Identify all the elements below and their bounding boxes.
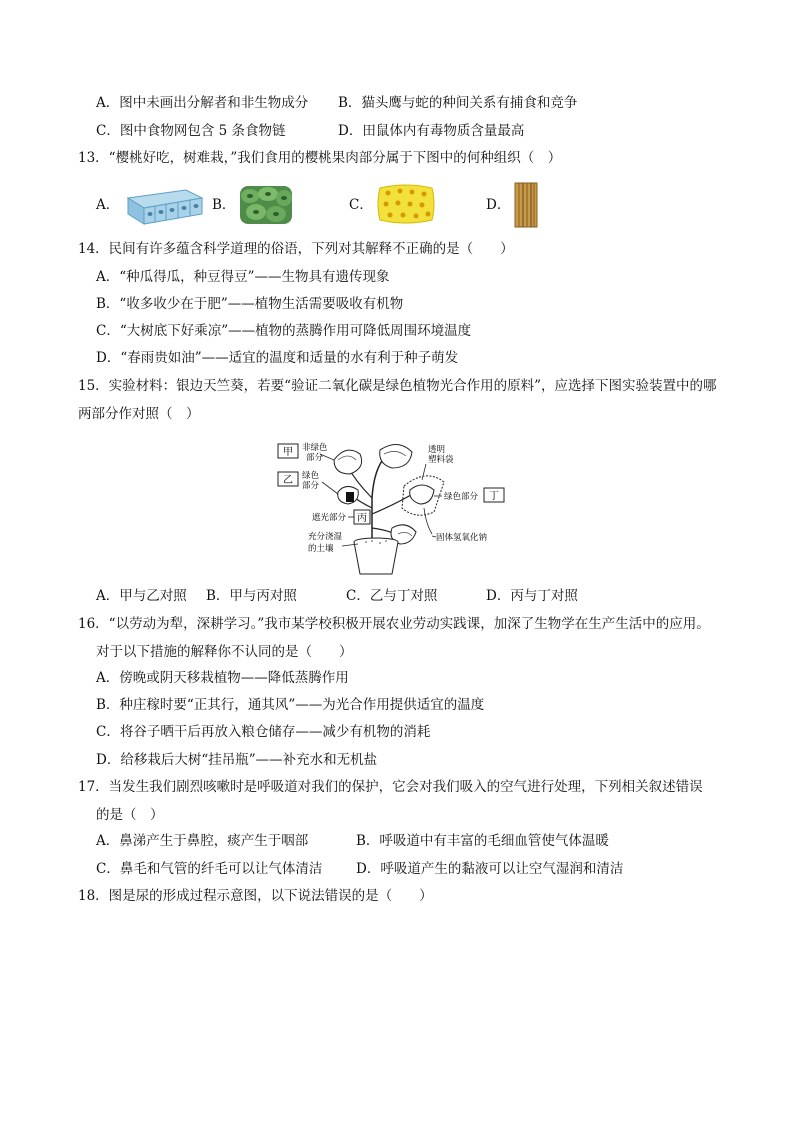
q15-option-a: A．甲与乙对照 xyxy=(96,588,187,604)
q13-stem: 13．“樱桃好吃，树难栽，”我们食用的樱桃果肉部分属于下图中的何种组织（ ） xyxy=(78,150,562,166)
geranium-experiment-figure xyxy=(276,438,516,578)
q18-stem: 18．图是尿的形成过程示意图，以下说法错误的是（ ） xyxy=(78,888,433,904)
q12-option-d: D．田鼠体内有毒物质含量最高 xyxy=(338,123,525,139)
fig-box-ding: 丁 xyxy=(489,491,499,502)
q17-option-c: C．鼻毛和气管的纤毛可以让气体清洁 xyxy=(96,861,323,877)
q12-option-b: B．猫头鹰与蛇的种间关系有捕食和竞争 xyxy=(338,95,578,111)
q14-option-b: B．“收多收少在于肥”——植物生活需要吸收有机物 xyxy=(96,296,404,312)
q16-option-d: D．给移栽后大树“挂吊瓶”——补充水和无机盐 xyxy=(96,752,378,768)
q15-option-b: B．甲与丙对照 xyxy=(206,588,297,604)
q16-stem-line1: 16．“以劳动为犁，深耕学习。”我市某学校积极开展农业劳动实践课，加深了生物学在生产生活中的应用。 xyxy=(78,616,710,632)
q17-option-b: B．呼吸道中有丰富的毛细血管使气体温暖 xyxy=(356,833,609,849)
q16-option-c: C．将谷子晒干后再放入粮仓储存——减少有机物的消耗 xyxy=(96,724,431,740)
q16-option-b: B．种庄稼时要“正其行，通其风”——为光合作用提供适宜的温度 xyxy=(96,697,485,713)
muscle-tissue-image xyxy=(238,184,294,226)
fig-label-shade: 遮光部分 xyxy=(312,513,347,523)
q16-stem-line2: 对于以下措施的解释你不认同的是（ ） xyxy=(96,644,353,660)
parenchyma-tissue-image xyxy=(376,182,436,226)
q13-option-b-label: B． xyxy=(212,197,236,213)
fig-box-jia: 甲 xyxy=(283,447,293,458)
q13-option-a-label: A． xyxy=(96,197,120,213)
q13-option-c-label: C． xyxy=(349,197,373,213)
fig-label-green-1: 绿色 xyxy=(302,471,320,481)
q14-option-a: A．“种瓜得瓜，种豆得豆”——生物具有遗传现象 xyxy=(96,269,390,285)
q12-option-a: A．图中未画出分解者和非生物成分 xyxy=(96,95,309,111)
q14-option-c: C．“大树底下好乘凉”——植物的蒸腾作用可降低周围环境温度 xyxy=(96,323,472,339)
q17-stem-line1: 17．当发生我们剧烈咳嗽时是呼吸道对我们的保护，它会对我们吸入的空气进行处理，下列相关叙述错误 xyxy=(78,779,703,795)
q14-option-d: D．“春雨贵如油”——适宜的温度和适量的水有利于种子萌发 xyxy=(96,350,459,366)
fig-label-naoh: 固体氢氧化钠 xyxy=(436,533,488,543)
fig-label-green-part: 绿色部分 xyxy=(444,492,479,502)
fig-label-transparent-1: 透明 xyxy=(428,445,446,455)
fig-label-green-2: 部分 xyxy=(302,481,320,491)
fig-label-soil-2: 的土壤 xyxy=(308,544,334,554)
fig-label-soil-1: 充分浇湿 xyxy=(308,532,343,542)
q16-option-a: A．傍晚或阴天移栽植物——降低蒸腾作用 xyxy=(96,670,349,686)
q15-option-d: D．丙与丁对照 xyxy=(486,588,578,604)
fig-box-yi: 乙 xyxy=(283,475,293,486)
q17-stem-line2: 的是（ ） xyxy=(96,807,164,823)
conducting-tissue-image xyxy=(514,182,538,228)
q17-option-a: A．鼻涕产生于鼻腔，痰产生于咽部 xyxy=(96,833,309,849)
q15-option-c: C．乙与丁对照 xyxy=(346,588,438,604)
fig-label-transparent-2: 塑料袋 xyxy=(428,455,454,465)
fig-box-bing: 丙 xyxy=(357,513,367,524)
q17-option-d: D．呼吸道产生的黏液可以让空气湿润和清洁 xyxy=(356,861,624,877)
q14-stem: 14．民间有许多蕴含科学道理的俗语，下列对其解释不正确的是（ ） xyxy=(78,241,514,257)
q12-option-c: C．图中食物网包含 5 条食物链 xyxy=(96,123,286,139)
q15-stem-line2: 两部分作对照（ ） xyxy=(78,406,200,422)
q13-option-d-label: D． xyxy=(486,197,511,213)
epithelial-tissue-image xyxy=(122,186,206,226)
fig-label-nongreen-2: 部分 xyxy=(306,453,324,463)
q15-stem-line1: 15．实验材料：银边天竺葵，若要“验证二氧化碳是绿色植物光合作用的原料”，应选择下图实验装置中的哪 xyxy=(78,378,717,394)
fig-label-nongreen-1: 非绿色 xyxy=(302,443,328,453)
